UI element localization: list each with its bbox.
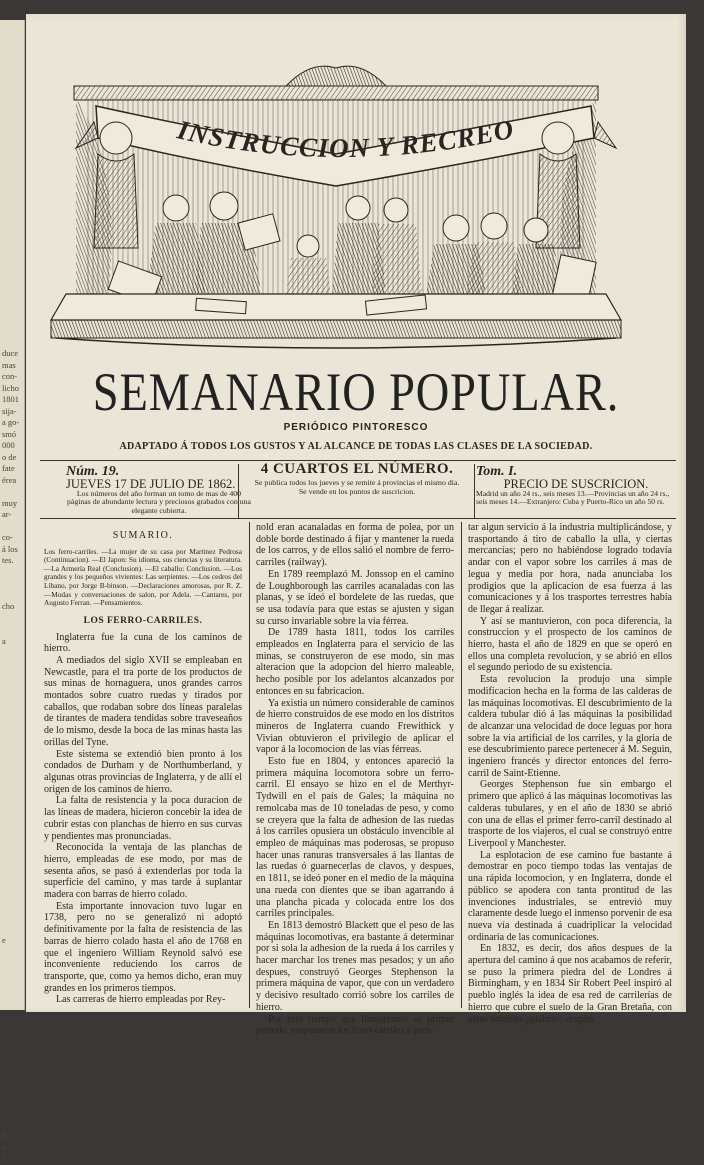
adjacent-page-text xyxy=(0,682,24,694)
adjacent-page-text xyxy=(0,946,24,958)
adjacent-page-text xyxy=(0,774,24,786)
adjacent-page-text: o de xyxy=(2,451,17,462)
column-divider-2 xyxy=(461,522,462,1008)
adjacent-page-text xyxy=(0,670,24,682)
summary-heading: SUMARIO. xyxy=(112,530,174,541)
newspaper-title: SEMANARIO POPULAR. xyxy=(92,362,620,422)
issue-price-block xyxy=(250,461,464,496)
adjacent-page-text xyxy=(0,613,24,625)
adjacent-page-text xyxy=(0,1107,24,1119)
adjacent-page-text xyxy=(0,877,24,889)
issue-number-block xyxy=(66,464,252,516)
paragraph: Esta revolucion la produjo una simple modificacion hecha en la forma de las calderas de las máquinas locomotivas. El descubrimiento de la caldera tubular dió á las máquinas la posibilidad de alcanzar una velocidad de doce leguas por hora sobre la via artificial de los carriles, y la gloria de ese descubrimiento parece pertenecer á M. Seguin, ingeniero francés y director entonces del ferro-carril de Saint-Etienne. xyxy=(468,674,672,779)
article-columns xyxy=(40,522,676,1037)
adjacent-page-text xyxy=(0,716,24,728)
adjacent-page-text: duce xyxy=(2,348,19,358)
ribbon-motto: INSTRUCCION Y RECREO xyxy=(174,113,517,164)
adjacent-page-text xyxy=(0,820,24,832)
engraving-illustration xyxy=(46,58,626,358)
adjacent-page-text: á los xyxy=(2,543,18,554)
adjacent-page-text xyxy=(0,1084,24,1096)
adjacent-page-text xyxy=(0,521,24,533)
adjacent-page-text: muy xyxy=(2,497,18,508)
adjacent-page-text xyxy=(0,854,24,866)
paragraph: Georges Stephenson fue sin embargo el primero que aplicó á las máquinas locomotivas las calderas tubulares, y en el año de 1830 se abrió con una de ellas el primer ferro-carril destinado al trasporte de los viajeros, el cual se construyó entre Liverpool y Manchester. xyxy=(468,779,672,849)
adjacent-page-fragment xyxy=(0,20,25,1163)
adjacent-page-text xyxy=(0,739,24,751)
issue-number-note: Los números del año forman un tomo de mas de 400 páginas de abundante lectura y preciosos grabados con una elegante cubierta. xyxy=(66,488,252,516)
newspaper-tagline: ADAPTADO Á TODOS LOS GUSTOS Y AL ALCANCE DE TODAS LAS CLASES DE LA SOCIEDAD. xyxy=(119,441,593,452)
adjacent-page-text xyxy=(0,567,24,579)
issue-price: 4 CUARTOS EL NÚMERO. xyxy=(260,461,454,477)
column-1 xyxy=(44,522,242,1008)
paragraph: En 1832, es decir, dos años despues de la apertura del camino á que nos acabamos de referir, se puso la primera piedra del de Londres á Birmingham, y en 1834 Sir Robert Peel inspiró al pueblo inglés la idea de esa red de carrilerías de hierro que cubre el suelo de la Gran Bretaña, con estas notables palabras: «expito xyxy=(468,943,672,1025)
paragraph: Esta importante innovacion tuvo lugar en 1738, pero no se generalizó ni adoptó definitivamente por la falta de resistencia de las barras de hierro colado hasta el año de 1768 en que el ingeniero William Reynold salvó ese inconveniente reduciendo los carros de transporte, que, como ya hemos dicho, eran muy grandes en los primeros tiempos. xyxy=(44,900,242,994)
adjacent-page-text xyxy=(0,992,24,1004)
adjacent-page-text xyxy=(0,1073,24,1085)
adjacent-page-text xyxy=(0,590,24,602)
masthead-engraving xyxy=(46,58,626,358)
paragraph: En 1813 demostró Blackett que el peso de las máquinas locomotivas, era bastante á determinar por si sola la adhesion de la rueda á los carriles y hacer marchar los trenes mas pesados; y un año despues, construyó Georges Stephenson la primera máquina de vapor, que con un verdadero y decisivo resultado corrió sobre los carriles de hierro. xyxy=(256,919,454,1013)
adjacent-page-text xyxy=(0,1015,24,1027)
adjacent-page-text: a go- xyxy=(2,417,20,427)
paragraph: La esplotacion de ese camino fue bastante á demostrar en poco tiempo todas las ventajas de una rápida locomocion, y en Inglaterra, donde el público se apodera con tanta prontitud de las invenciones industriales, se entrevió muy claramente desde luego el inmenso porvenir de esa nueva vía destinada á cuadriplicar la velocidad ordinaria de las comunicaciones. xyxy=(468,849,672,943)
subscription-title: PRECIO DE SUSCRICION. xyxy=(503,477,649,491)
adjacent-page-text xyxy=(0,1004,24,1016)
paragraph: tar algun servicio á la industria multiplicándose, y trasportando á tiro de caballo la ulla, y ciertas mercancías; pero no habiéndose logrado todavía andar con el vapor sobre los carriles á mas de legua y media por hora, nada anunciaba los prodigios que la aplicacion de esa fuerza á las comunicaciones y á los trasportes terrestres había de llegar á realizar. xyxy=(468,522,672,615)
adjacent-page-text: e xyxy=(2,934,6,945)
summary-text: Los ferro-carriles. —La mujer de su casa por Martinez Pedrosa (Continuacion). —El Japon: Su idioma, sus ciencias y su literatura. —La Armería Real (Conclusion). —El caballo: Conclusion. —Los grandes y los pequeños vivientes: Las serpientes. —Los cedros del Líbano, por Jorge B-binson. —Declaraciones amorosas, por R. Z. —Modas y conversaciones de salon, por Adela. —Cantares, por Augusto Ferran. —Pensamientos. xyxy=(44,546,242,608)
adjacent-page-text: e xyxy=(2,1141,6,1152)
adjacent-page-text xyxy=(0,889,24,901)
adjacent-page-text: s, xyxy=(2,1153,8,1163)
adjacent-page-text xyxy=(0,912,24,924)
paragraph: Las carreras de hierro empleadas por Rey- xyxy=(56,994,226,1006)
adjacent-page-text: 1801 xyxy=(2,394,19,404)
paragraph: La falta de resistencia y la poca duracion de las líneas de madera, hicieron concebir la idea de cubrir estas con planchas de hierro en sus curvas y pendientes mas pronunciadas. xyxy=(44,795,242,842)
adjacent-page-text xyxy=(0,1119,24,1131)
adjacent-page-text: 000 xyxy=(2,440,15,450)
paragraph: Y así se mantuvieron, con poca diferencia, la construccion y el prospecto de los caminos de hierro, hasta el año de 1829 en que se operó en ellos una completa revolucion, y se abrió en ellos el segundo periodo de su existencia. xyxy=(468,615,672,674)
adjacent-page-text: a xyxy=(2,635,6,646)
adjacent-page-text xyxy=(0,866,24,878)
adjacent-page-text: sija- xyxy=(2,405,17,416)
paragraph: En 1789 reemplazó M. Jonssop en el camino de Loughborough las carriles acanaladas con las planas, y se ideó el bordelete de las ruedas, que se usa todavía para que estas se ajusten y sigan su curso invariable sobre la vía férrea. xyxy=(256,568,454,627)
adjacent-page-text xyxy=(0,762,24,774)
adjacent-page-text: érea xyxy=(2,474,17,485)
adjacent-page-text xyxy=(0,705,24,717)
adjacent-page-text: ar- xyxy=(2,509,12,519)
adjacent-page-text: fate xyxy=(2,463,15,473)
issue-price-note-1: Se publica todos los jueves y se remite á provincias el mismo dia. xyxy=(254,477,460,487)
paragraph: Este sistema se extendió bien pronto á los condados de Durham y de Northumberland, y algunas otras provincias de Inglaterra, y de allí el origen de los caminos de hierro. xyxy=(44,748,242,795)
header-rule-bottom xyxy=(40,518,676,519)
paragraph: Por este tiempo que llamaremos su primer periodo, empezaron los ferro-carriles á pres- xyxy=(256,1013,454,1037)
issue-price-note-2: Se vende en los puntos de suscricion. xyxy=(298,486,416,496)
adjacent-page-text xyxy=(0,923,24,935)
adjacent-page-text xyxy=(0,728,24,740)
column-divider-1 xyxy=(249,522,250,1008)
issue-number: Núm. 19. xyxy=(66,464,120,479)
adjacent-page-text xyxy=(0,693,24,705)
left-cherub-figure xyxy=(94,122,138,248)
adjacent-page-text xyxy=(0,808,24,820)
adjacent-page-text: mas xyxy=(2,359,16,370)
adjacent-page-text xyxy=(0,843,24,855)
issue-info-bar xyxy=(40,461,676,516)
adjacent-page-text xyxy=(0,958,24,970)
newspaper-subtitle: PERIÓDICO PINTORESCO xyxy=(283,422,429,433)
adjacent-page-text xyxy=(0,578,24,590)
volume-number: Tom. I. xyxy=(476,464,518,479)
adjacent-page-text xyxy=(0,624,24,636)
adjacent-page-text xyxy=(0,486,24,498)
adjacent-page-text: co- xyxy=(2,532,13,542)
adjacent-page-text xyxy=(0,659,24,671)
paragraph: Reconocida la ventaja de las planchas de hierro, empleadas de ese modo, por mas de sesenta años, se pasó á extenderlas por toda la superficie del camino, y mas tarde á suplantar madera con barras de hierro colado. xyxy=(44,842,242,901)
paragraph: Ya existia un número considerable de caminos de hierro construidos de ese modo en los distritos mineros de Inglaterra cuando Frewithick y Vivian obtuvieron el privilegio de aplicar el vapor á la locomocion de las vías férreas. xyxy=(256,697,454,756)
adjacent-page-text: smó xyxy=(2,428,17,439)
paragraph: A mediados del siglo XVII se empleaban en Newcastle, para el tra porte de los productos de sus minas de hornaguera, unos grandes carros montados sobre cuatro ruedas y tirados por caballos, que rodaban sobre dos líneas paralelas de tirantes de madera tendidas sobre traveseaños de lo mismo, desde la boca de las minas hasta las orillas del Tyne. xyxy=(44,654,242,748)
column-3 xyxy=(468,522,672,1025)
paragraph: De 1789 hasta 1811, todos los carriles empleados en Inglaterra para el servicio de las minas, se construyeron de ese modo, sin mas alteracion que la adopcion del hierro maleable, hecho posible por los adelantos alcanzados por entonces en su fabricacion. xyxy=(256,627,454,697)
info-divider-1 xyxy=(238,464,239,518)
paragraph: Inglaterra fue la cuna de los caminos de hierro. xyxy=(44,631,242,655)
adjacent-page-text xyxy=(0,900,24,912)
adjacent-page-text: 9; xyxy=(2,1130,9,1140)
paragraph: Esto fue en 1804, y entonces apareció la primera máquina locomotora sobre un ferro-carril. El ensayo se hizo en el de Merthyr-Tydwill en el país de Gales; la máquina no remolcaba mas de 10 toneladas de peso, y como se creyera que la falta de adhesion de las ruedas á los carriles opusiera un obstáculo invencible al empleo de máquinas mas poderosas, se propuso hacer unas ranuras transversales á las llantas de las ruedas ó guarnecerlas de clavos, y despues, en 1811, se ideó poner en el medio de la máquina una rueda con dientes que se iban agarrando á una plancha picada y colocada entre los dos carriles principales. xyxy=(256,756,454,920)
adjacent-page-text xyxy=(0,1038,24,1050)
adjacent-page-text xyxy=(0,981,24,993)
info-divider-2 xyxy=(474,464,475,518)
adjacent-page-text xyxy=(0,1096,24,1108)
issue-date: JUEVES 17 DE JULIO DE 1862. xyxy=(66,477,236,491)
newspaper-page xyxy=(26,14,686,1037)
adjacent-page-text: cho xyxy=(2,601,15,611)
subscription-block xyxy=(476,464,676,507)
subscription-text: Madrid un año 24 rs., seis meses 13.—Provincias un año 24 rs., seis meses 14.—Extranjero: Cuba y Puerto-Rico un año 50 rs. xyxy=(476,488,670,507)
adjacent-page-text xyxy=(0,1061,24,1073)
adjacent-page-text xyxy=(0,1027,24,1039)
adjacent-page-text: con- xyxy=(2,371,18,381)
adjacent-page-text xyxy=(0,751,24,763)
adjacent-page-text xyxy=(0,1050,24,1062)
adjacent-page-text xyxy=(0,831,24,843)
paragraph: nold eran acanaladas en forma de polea, por un doble borde destinado á fijar y mantener la rueda de los carros, y de ellos salió el nombre de ferro-carriles (railway). xyxy=(256,522,454,569)
adjacent-page-text xyxy=(0,797,24,809)
column-2 xyxy=(256,522,454,1037)
adjacent-page-text xyxy=(0,969,24,981)
adjacent-page-text: licho xyxy=(2,382,19,393)
adjacent-page-text: tes. xyxy=(2,555,14,565)
article-heading: LOS FERRO-CARRILES. xyxy=(83,615,203,626)
adjacent-page-text xyxy=(0,647,24,659)
adjacent-page-text xyxy=(0,785,24,797)
